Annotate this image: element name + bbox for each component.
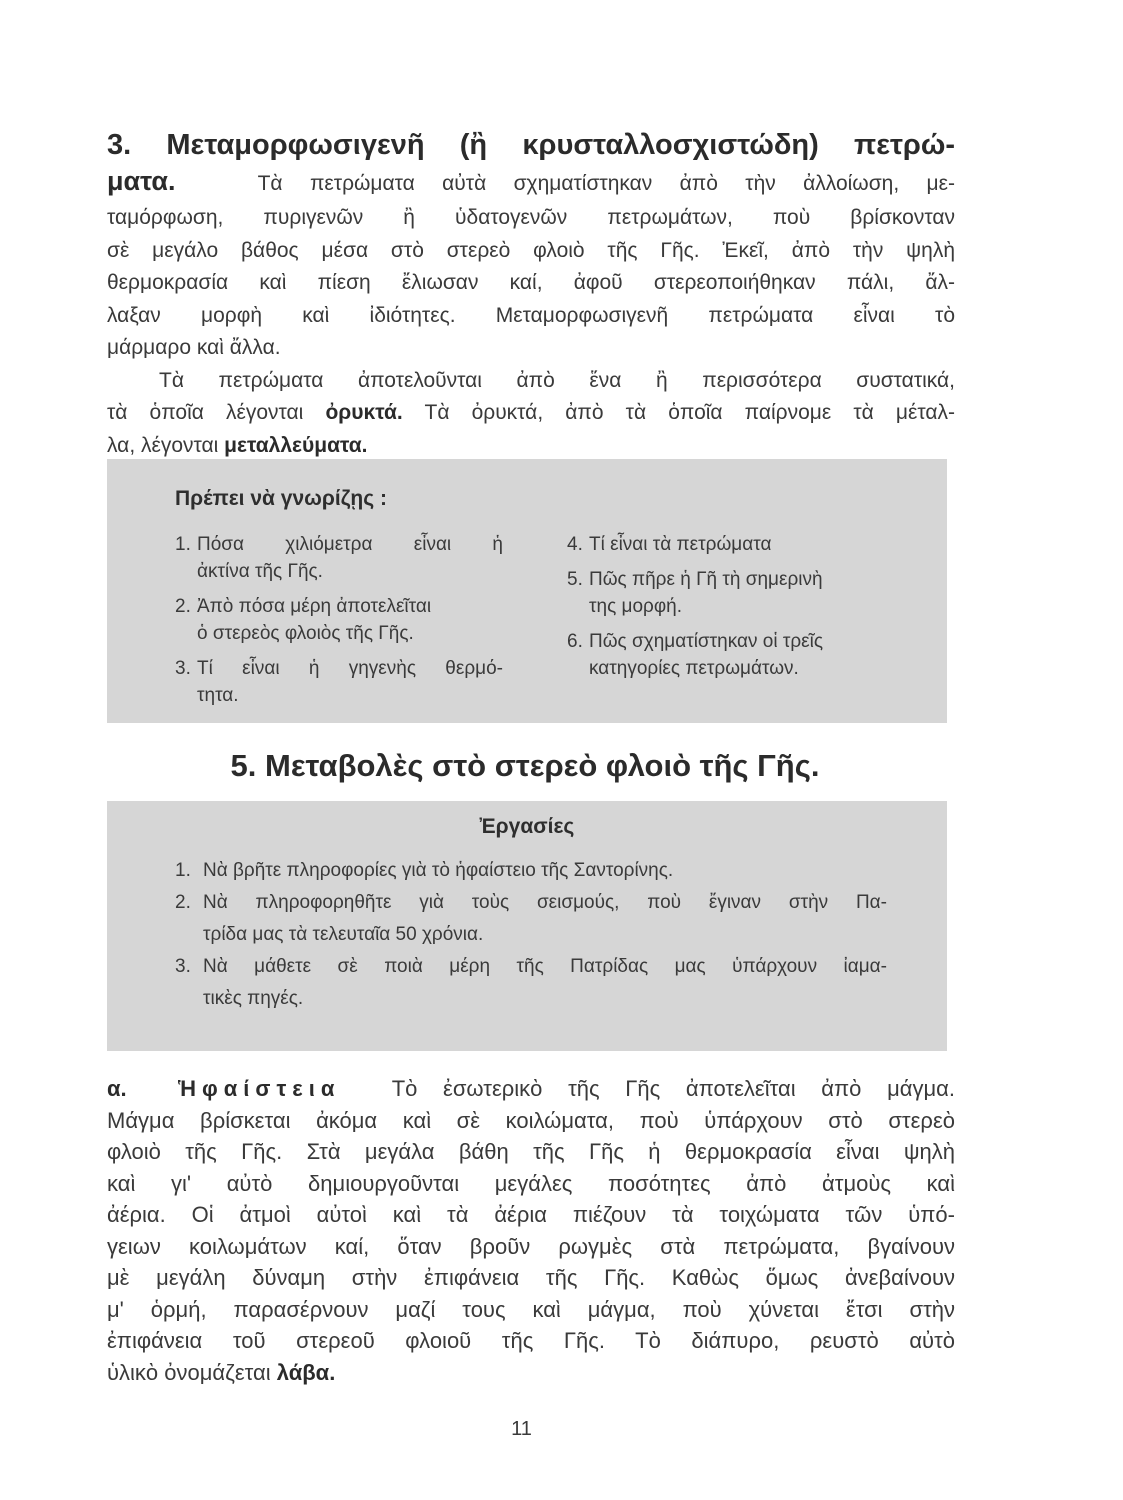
- volcanoes-line: φλοιὸ τῆς Γῆς. Στὰ μεγάλα βάθη τῆς Γῆς ἡ θερμοκρασία εἶναι ψηλὴ: [107, 1139, 955, 1164]
- volcanoes-line: μὲ μεγάλη δύναμη στὴν ἐπιφάνεια τῆς Γῆς. Καθὼς ὅμως ἀνεβαίνουν: [107, 1265, 955, 1290]
- section-3: [107, 127, 955, 462]
- volcanoes-line: ὑλικὸ ὀνομάζεται λάβα.: [107, 1359, 336, 1385]
- question-item: 4. Τί εἶναι τὰ πετρώματα: [567, 534, 772, 555]
- volcanoes-line: ἐπιφάνεια τοῦ στερεοῦ φλοιοῦ τῆς Γῆς. Τὸ διάπυρο, ρευστὸ αὐτὸ: [107, 1328, 955, 1353]
- volcanoes-section: [107, 1073, 955, 1388]
- section-5-title: 5. Μεταβολὲς στὸ στερεὸ φλοιὸ τῆς Γῆς.: [230, 748, 820, 783]
- task-item-continuation: τρίδα μας τὰ τελευταῖα 50 χρόνια.: [203, 924, 484, 945]
- question-item: 6. Πῶς σχηματίστηκαν οἱ τρεῖς κατηγορίες πετρωμάτων.: [567, 631, 823, 679]
- section-3-para-line: ταμόρφωση, πυριγενῶν ἢ ὑδατογενῶν πετρωμάτων, ποὺ βρίσκονταν: [107, 206, 955, 229]
- section-3-title: 3. Μεταμορφωσιγενῆ (ἢ κρυσταλλοσχιστώδη) πετρώ-: [107, 129, 955, 161]
- volcanoes-line: γειων κοιλωμάτων καί, ὅταν βροῦν ρωγμὲς στὰ πετρώματα, βγαίνουν: [107, 1233, 955, 1259]
- section-3-para-line: σὲ μεγάλο βάθος μέσα στὸ στερεὸ φλοιὸ τῆς Γῆς. Ἐκεῖ, ἀπὸ τὴν ψηλὴ: [107, 238, 955, 262]
- section-3-title-end: ματα.: [107, 166, 176, 196]
- term-minerals: ὀρυκτά.: [325, 401, 403, 424]
- task-item-continuation: τικὲς πηγές.: [203, 988, 304, 1009]
- section-3-para-line: λαξαν μορφὴ καὶ ἰδιότητες. Μεταμορφωσιγενῆ πετρώματα εἶναι τὸ: [107, 303, 955, 327]
- section-3-para-line: ματα. Τὰ πετρώματα αὐτὰ σχηματίστηκαν ἀπὸ τὴν ἀλλοίωση, με-: [107, 166, 955, 196]
- section-3-para2-line: λα, λέγονται μεταλλεύματα.: [107, 433, 368, 457]
- page-number: 11: [511, 1418, 532, 1440]
- must-know-right-column: [567, 531, 937, 690]
- volcanoes-line: καὶ γι' αὐτὸ δημιουργοῦνται μεγάλες ποσότητες ἀπὸ ἀτμοὺς καὶ: [107, 1170, 955, 1196]
- section-3-para-line: θερμοκρασία καὶ πίεση ἔλιωσαν καί, ἀφοῦ στερεοποιήθηκαν πάλι, ἄλ-: [107, 271, 955, 294]
- volcanoes-line: Μάγμα βρίσκεται ἀκόμα καὶ σὲ κοιλώματα, ποὺ ὑπάρχουν στὸ στερεὸ: [107, 1107, 955, 1133]
- question-item: 5. Πῶς πῆρε ἡ Γῆ τὴ σημερινὴ της μορφή.: [567, 569, 823, 617]
- volcanoes-label: α.: [107, 1076, 127, 1101]
- must-know-heading: Πρέπει νὰ γνωρίζῃς :: [175, 487, 387, 510]
- must-know-left-column: [175, 531, 515, 717]
- volcanoes-line: ἀέρια. Οἱ ἀτμοὶ αὐτοὶ καὶ τὰ ἀέρια πιέζουν τὰ τοιχώματα τῶν ὑπό-: [107, 1202, 955, 1227]
- must-know-box: [107, 459, 947, 723]
- volcanoes-line: μ' ὁρμή, παρασέρνουν μαζί τους καὶ μάγμα, ποὺ χύνεται ἔτσι στὴν: [107, 1296, 955, 1322]
- tasks-list: [175, 855, 887, 1015]
- section-3-para-line: μάρμαρο καὶ ἄλλα.: [107, 336, 281, 359]
- term-ores: μεταλλεύματα.: [224, 433, 368, 457]
- section-3-para2-line: Τὰ πετρώματα ἀποτελοῦνται ἀπὸ ἕνα ἢ περισσότερα συστατικά,: [159, 368, 955, 392]
- volcanoes-first-line: α. Ἡφαίστεια Τὸ ἐσωτερικὸ τῆς Γῆς ἀποτελεῖται ἀπὸ μάγμα.: [107, 1076, 955, 1101]
- task-item: 2. Νὰ πληροφορηθῆτε γιὰ τοὺς σεισμούς, ποὺ ἔγιναν στὴν Πα-: [175, 892, 887, 913]
- task-item: 1. Νὰ βρῆτε πληροφορίες γιὰ τὸ ἡφαίστειο τῆς Σαντορίνης.: [175, 860, 674, 881]
- task-item: 3. Νὰ μάθετε σὲ ποιὰ μέρη τῆς Πατρίδας μας ὑπάρχουν ἰαμα-: [175, 956, 887, 977]
- question-item: 2. Ἀπὸ πόσα μέρη ἀποτελεῖται ὁ στερεὸς φλοιὸς τῆς Γῆς.: [175, 596, 432, 644]
- term-lava: λάβα.: [276, 1359, 336, 1385]
- volcanoes-heading: Ἡφαίστεια: [177, 1076, 341, 1101]
- tasks-box: [107, 801, 947, 1051]
- section-3-para2-line: τὰ ὁποῖα λέγονται ὀρυκτά. Τὰ ὀρυκτά, ἀπὸ τὰ ὁποῖα παίρνομε τὰ μέταλ-: [107, 401, 956, 424]
- question-item: 3. Τί εἶναι ἡ γηγενὴς θερμό- τητα.: [175, 658, 503, 706]
- question-item: 1. Πόσα χιλιόμετρα εἶναι ἡ ἀκτίνα τῆς Γῆς.: [175, 534, 503, 582]
- tasks-heading: Ἐργασίες: [479, 815, 575, 838]
